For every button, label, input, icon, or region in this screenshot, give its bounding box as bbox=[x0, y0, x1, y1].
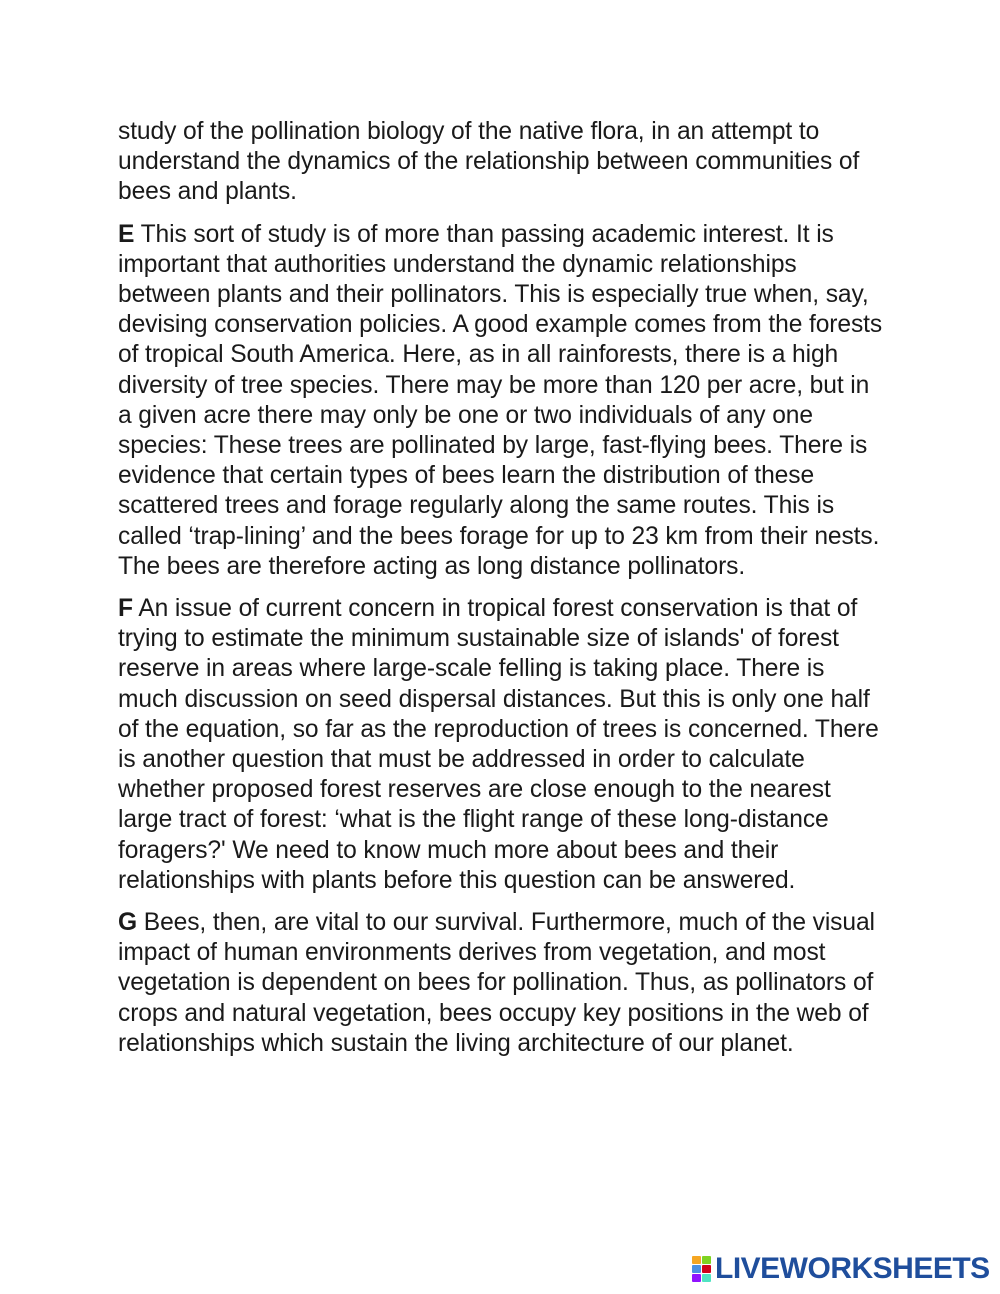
paragraph-g bbox=[118, 908, 888, 1059]
paragraph-letter: G bbox=[118, 909, 138, 937]
liveworksheets-logo-icon bbox=[692, 1256, 712, 1282]
logo-block bbox=[702, 1265, 711, 1273]
paragraph-letter: F bbox=[118, 595, 133, 623]
paragraph-letter: E bbox=[118, 220, 135, 248]
paragraph-e bbox=[118, 220, 888, 582]
paragraph-text: study of the pollination biology of the native flora, in an attempt to understand the dynamics of the relationship between communities of bees and plants. bbox=[118, 118, 860, 206]
paragraph-text: This sort of study is of more than passing academic interest. It is important that authorities understand the dynamic relationships between plants and their pollinators. This is especially true when, say, devising conservation policies. A good example comes from the forests of tropical South America. Here, as in all rainforests, there is a high diversity of tree species. There may be more than 120 per acre, but in a given acre there may only be one or two individuals of any one species: These trees are pollinated by large, fast-flying bees. There is evidence that certain types of bees learn the distribution of these scattered trees and forage regularly along the same routes. This is called ‘trap-lining’ and the bees forage for up to 23 km from their nests. The bees are therefore acting as long distance pollinators. bbox=[118, 220, 883, 580]
paragraph-text: An issue of current concern in tropical forest conservation is that of trying to estimate the minimum sustainable size of islands' of forest reserve in areas where large-scale felling is taking place. There is much discussion on seed dispersal distances. But this is only one half of the equation, so far as the reproduction of trees is concerned. There is another question that must be addressed in order to calculate whether proposed forest reserves are close enough to the nearest large tract of forest: ‘what is the flight range of these long-distance foragers?' We need to know much more about bees and their relationships with plants before this question can be answered. bbox=[118, 595, 879, 894]
logo-block bbox=[692, 1274, 701, 1282]
logo-block bbox=[692, 1265, 701, 1273]
logo-block bbox=[702, 1274, 711, 1282]
paragraph-f bbox=[118, 594, 888, 896]
logo-block bbox=[702, 1256, 711, 1264]
liveworksheets-watermark bbox=[692, 1253, 990, 1285]
paragraph-text: Bees, then, are vital to our survival. Furthermore, much of the visual impact of human environments derives from vegetation, and most vegetation is dependent on bees for pollination. Thus, as pollinators of crops and natural vegetation, bees occupy key positions in the web of relationships which sustain the living architecture of our planet. bbox=[118, 909, 875, 1057]
logo-block bbox=[692, 1256, 701, 1264]
logo-wordmark: LIVEWORKSHEETS bbox=[715, 1252, 990, 1285]
document-body bbox=[118, 117, 888, 1071]
paragraph-continuation bbox=[118, 117, 888, 208]
